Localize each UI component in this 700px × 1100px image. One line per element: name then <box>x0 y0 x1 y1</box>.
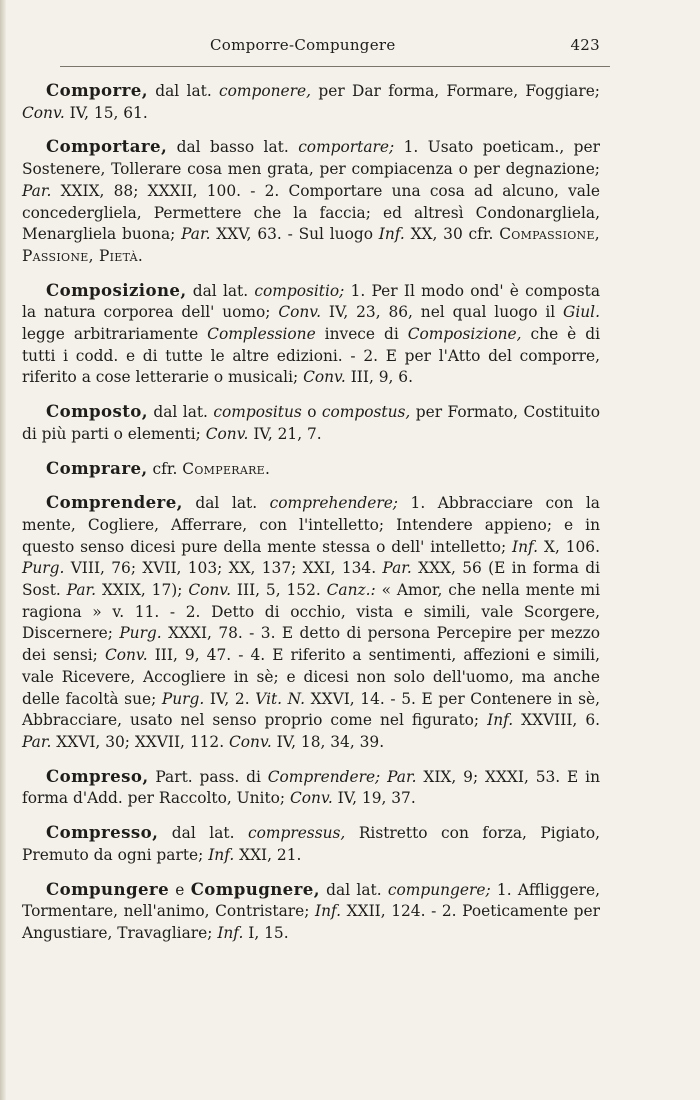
entry-text-segment: 1. Usato poeticam., per Sostenere, Tollerare cosa men grata, per compiacenza o per degnazione; <box>22 138 600 179</box>
page-number: 423 <box>570 36 600 54</box>
entry-text-segment: III, 9, 47. - 4. E riferito a sentimenti, affezioni e simili, vale Ricevere, Accogliere in sè; e dicesi non solo dell'uomo, ma anche delle facoltà sue; <box>22 646 600 708</box>
entry-text-segment: dal lat. <box>147 82 220 100</box>
entry-text-segment: compungere; <box>387 880 491 899</box>
entry-text-segment: XXII, 124. - 2. Poeticamente per Angustiare, Travagliare; <box>22 902 600 942</box>
entry-text-segment: Purg. <box>119 624 162 643</box>
entry-text-segment: che è di tutti i codd. e di tutte le altre edizioni. - 2. E per l'Atto del comporre, riferito a cose letterarie o musicali; <box>22 325 600 387</box>
entry-text-segment: Par. <box>387 767 417 786</box>
entry-headword: Compreso, <box>46 765 149 786</box>
entry-text-segment: Conv. <box>205 424 249 443</box>
entry-text-segment: Conv. <box>104 646 148 665</box>
entry-text-segment: Conv. <box>303 368 346 387</box>
entry-text-segment: Complessione <box>207 325 316 344</box>
entry-text-segment: per Dar forma, Formare, Foggiare; <box>311 82 600 100</box>
entry-text-segment: dal lat. <box>158 824 248 843</box>
entry-headword: Comprare, <box>46 457 148 478</box>
entry-text-segment: Giul. <box>563 303 600 322</box>
entry-text-segment: XIX, 9; XXXI, 53. E in forma d'Add. per Raccolto, Unito; <box>22 767 600 808</box>
entry-text-segment: e <box>169 880 191 899</box>
entry-text-segment: XX, 30 cfr. <box>404 225 500 244</box>
entry-headword: Compungere <box>46 878 170 899</box>
dictionary-entry <box>22 136 600 267</box>
entry-text-segment: XXVIII, 6. <box>513 711 600 730</box>
entry-text-segment: Inf. <box>512 537 539 556</box>
entry-text-segment: I, 15. <box>243 923 289 942</box>
entry-text-segment: Comprendere; <box>267 767 381 786</box>
entry-text-segment: IV, 21, 7. <box>248 424 322 443</box>
entry-text-segment: Part. pass. di <box>148 767 268 786</box>
dictionary-entry <box>22 458 600 481</box>
dictionary-entry <box>22 492 600 753</box>
entry-text-segment: 1. Per Il modo ond' è composta la natura corporea dell' uomo; <box>22 281 600 322</box>
entry-text-segment: dal lat. <box>147 403 214 422</box>
entry-text-segment: Par. <box>382 559 412 578</box>
entry-headword: Compresso, <box>46 822 159 843</box>
entry-text-segment: III, 5, 152. <box>231 581 327 600</box>
entry-text-segment: IV, 2. <box>204 689 256 708</box>
entry-text-segment: III, 9, 6. <box>345 368 413 387</box>
entry-text-segment: invece di <box>315 325 408 344</box>
dictionary-entry <box>22 80 600 124</box>
dictionary-entry <box>22 822 600 866</box>
entry-text-segment: XXIX, 88; XXXII, 100. - 2. Comportare una cosa ad alcuno, vale concedergliela, Permettere che la faccia; ed altresì Condonargliela, Menargliela buona; <box>22 181 600 244</box>
entry-text-segment: comportare; <box>298 138 395 157</box>
entry-text-segment: XXX, 56 (E in forma di Sost. <box>22 559 600 600</box>
entry-text-segment: Ristretto con forza, Pigiato, Premuto da ogni parte; <box>22 824 600 864</box>
entry-headword: Comportare, <box>46 136 168 157</box>
entry-text-segment: VIII, 76; XVII, 103; XX, 137; XXI, 134. <box>64 559 383 578</box>
entry-text-segment: compositus <box>213 403 302 422</box>
entry-text-segment: Par. <box>22 732 52 751</box>
dictionary-entry <box>22 280 600 390</box>
entry-text-segment: Purg. <box>161 689 205 708</box>
entry-text-segment: cfr. <box>147 459 183 478</box>
entry-text-segment: IV, 18, 34, 39. <box>271 732 385 751</box>
entry-text-segment: IV, 23, 86, nel qual luogo il <box>321 303 564 322</box>
entry-text-segment: IV, 19, 37. <box>332 789 416 808</box>
entry-text-segment: Conv. <box>188 581 232 600</box>
dictionary-entries <box>22 80 600 957</box>
entry-text-segment: X, 106. <box>538 537 600 556</box>
entry-text-segment: Comperare. <box>182 459 271 478</box>
entry-text-segment: Conv. <box>22 103 65 122</box>
dictionary-entry <box>22 766 600 810</box>
entry-text-segment: XXXI, 78. - 3. E detto di persona Percepire per mezzo dei sensi; <box>22 624 600 665</box>
entry-headword: Comporre, <box>46 80 148 100</box>
running-header <box>0 36 700 56</box>
entry-text-segment: Inf. <box>315 902 342 921</box>
entry-text-segment: Vit. N. <box>255 689 306 708</box>
entry-text-segment: 1. Affliggere, Tormentare, nell'animo, Contristare; <box>22 880 600 921</box>
entry-text-segment: Par. <box>181 225 211 244</box>
entry-text-segment: o <box>301 403 322 422</box>
entry-text-segment: per Formato, Costituito di più parti o elementi; <box>22 403 600 443</box>
page-spine-shadow <box>0 0 6 1100</box>
entry-text-segment: Composizione, <box>407 325 522 344</box>
entry-text-segment: XXVI, 14. - 5. E per Contenere in sè, Abbracciare, usato nel senso proprio come nel figurato; <box>22 689 600 730</box>
entry-text-segment: Inf. <box>217 923 244 942</box>
entry-text-segment: Inf. <box>378 225 405 244</box>
entry-text-segment: dal basso lat. <box>167 138 299 157</box>
entry-text-segment: Conv. <box>278 303 322 322</box>
entry-headword-variant: Compugnere, <box>190 878 320 899</box>
entry-text-segment: XXV, 63. - Sul luogo <box>210 225 379 244</box>
entry-text-segment: Par. <box>22 181 52 200</box>
entry-text-segment: Inf. <box>487 711 514 730</box>
entry-text-segment: Canz.: <box>326 581 376 600</box>
entry-text-segment: Conv. <box>229 732 272 751</box>
entry-text-segment: legge arbitrariamente <box>22 325 208 344</box>
entry-headword: Composizione, <box>46 279 187 300</box>
entry-text-segment: Par. <box>66 581 97 600</box>
header-title: Comporre-Compungere <box>210 36 396 54</box>
entry-text-segment: Inf. <box>208 845 235 864</box>
entry-text-segment: dal lat. <box>182 494 270 513</box>
entry-text-segment: IV, 15, 61. <box>64 103 148 122</box>
entry-text-segment: dal lat. <box>186 281 255 300</box>
entry-text-segment: Compassione, Passione, Pietà. <box>22 225 600 265</box>
dictionary-entry <box>22 401 600 445</box>
entry-text-segment: 1. Abbracciare con la mente, Cogliere, Afferrare, con l'intelletto; Intendere appieno; e in questo senso dicesi pure della mente stessa o dell' intelletto; <box>22 494 600 556</box>
entry-text-segment: compressus, <box>248 824 346 843</box>
entry-text-segment: « Amor, che nella mente mi ragiona » v. 11. - 2. Detto di occhio, vista e simili, vale Scorgere, Discernere; <box>22 581 601 643</box>
entry-text-segment: dal lat. <box>319 880 388 899</box>
dictionary-entry <box>22 879 600 945</box>
entry-text-segment: XXVI, 30; XXVII, 112. <box>51 732 229 751</box>
entry-headword: Comprendere, <box>46 492 183 513</box>
header-rule <box>60 66 610 67</box>
entry-text-segment: XXIX, 17); <box>96 581 189 600</box>
entry-text-segment: compositio; <box>254 281 345 300</box>
entry-text-segment: XXI, 21. <box>234 845 302 864</box>
entry-text-segment: Purg. <box>22 559 65 578</box>
entry-text-segment: compostus, <box>321 403 411 422</box>
entry-text-segment: Conv. <box>290 789 333 808</box>
entry-text-segment: comprehendere; <box>269 494 398 513</box>
entry-headword: Composto, <box>46 401 148 422</box>
entry-text-segment: componere, <box>219 82 312 100</box>
